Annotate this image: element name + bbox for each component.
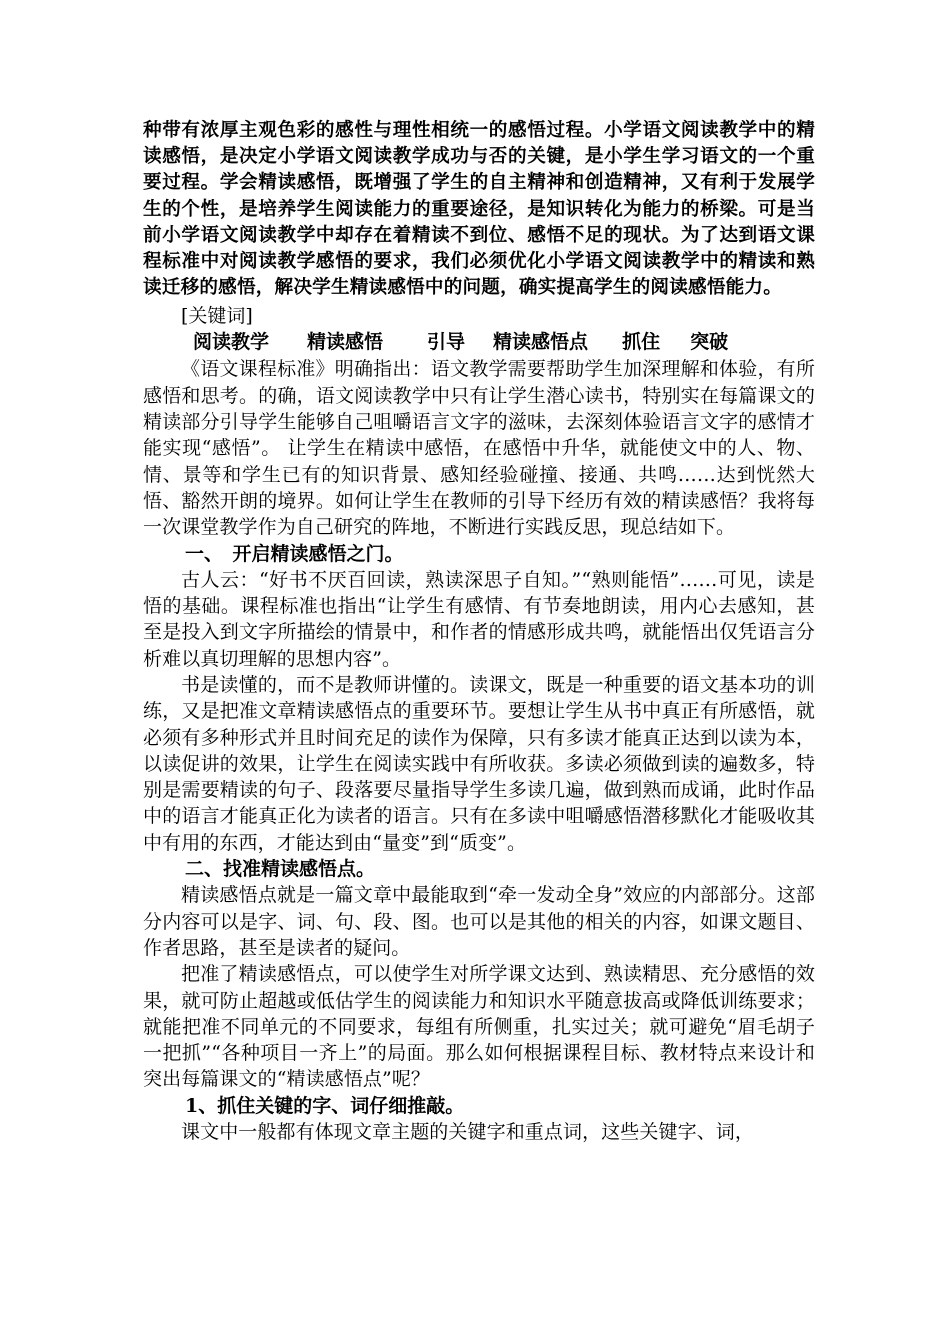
section-1-paragraph-1: 古人云：“好书不厌百回读，熟读深思子自知。”“熟则能悟”……可见，读是悟的基础。课程标准也指出“让学生有感情、有节奏地朗读，用内心去感知，甚至是投入到文字所描绘的情景中，和作者的情感形成共鸣，就能悟出仅凭语言分析难以真切理解的思想内容”。 [143,568,815,670]
keywords-list [143,329,815,356]
intro-paragraph: 《语文课程标准》明确指出：语文教学需要帮助学生加深理解和体验，有所感悟和思考。的确，语文阅读教学中只有让学生潜心读书，特别实在每篇课文的精读部分引导学生能够自己咀嚼语言文字的滋味，去深刻体验语言文字的感情才能实现“感悟”。 让学生在精读中感悟，在感悟中升华，就能使文中的人、物、情、景等和学生已有的知识背景、感知经验碰撞、接通、共鸣……达到恍然大悟、豁然开朗的境界。如何让学生在教师的引导下经历有效的精读感悟？我将每一次课堂教学作为自己研究的阵地，不断进行实践反思，现总结如下。 [143,358,815,539]
subsection-1-paragraph-1: 课文中一般都有体现文章主题的关键字和重点词，这些关键字、词， [181,1121,755,1144]
section-2-paragraph-2: 把准了精读感悟点，可以使学生对所学课文达到、熟读精思、充分感悟的效果，就可防止超越或低估学生的阅读能力和知识水平随意拔高或降低训练要求；就能把准不同单元的不同要求，每组有所侧重，扎实过关；就可避免“眉毛胡子一把抓”“各种项目一齐上”的局面。那么如何根据课程目标、教材特点来设计和突出每篇课文的“精读感悟点”呢？ [143,963,815,1091]
keyword-item: 突破 [690,331,729,354]
abstract-paragraph: 种带有浓厚主观色彩的感性与理性相统一的感悟过程。小学语文阅读教学中的精读感悟，是决定小学语文阅读教学成功与否的关键，是小学生学习语文的一个重要过程。学会精读感悟，既增强了学生的自主精神和创造精神，又有利于发展学生的个性，是培养学生阅读能力的重要途径，是知识转化为能力的桥梁。可是当前小学语文阅读教学中却存在着精读不到位、感悟不足的现状。为了达到语文课程标准中对阅读教学感悟的要求，我们必须优化小学语文阅读教学中的精读和熟读迁移的感悟，解决学生精读感悟中的问题，确实提高学生的阅读感悟能力。 [143,120,815,299]
keywords-label: [关键词] [181,305,253,328]
subsection-1-heading: 1、抓住关键的字、词仔细推敲。 [185,1094,465,1117]
keyword-item: 引导 [427,331,466,354]
section-2-heading: 二、找准精读感悟点。 [185,858,376,881]
keyword-item: 精读感悟 [307,331,384,354]
section-2-paragraph-1: 精读感悟点就是一篇文章中最能取到“牵一发动全身”效应的内部部分。这部分内容可以是字、词、句、段、图。也可以是其他的相关的内容，如课文题目、作者思路，甚至是读者的疑问。 [143,884,815,959]
keyword-item: 阅读教学 [193,331,270,354]
document-page [143,118,815,1145]
section-1-paragraph-2: 书是读懂的，而不是教师讲懂的。读课文，既是一种重要的语文基本功的训练，又是把准文章精读感悟点的重要环节。要想让学生从书中真正有所感悟，就必须有多种形式并且时间充足的读作为保障，只有多读才能真正达到以读为本，以读促讲的效果，让学生在阅读实践中有所收获。多读必须做到读的遍数多，特别是需要精读的句子、段落要尽量指导学生多读几遍，做到熟而成诵，此时作品中的语言才能真正化为读者的语言。只有在多读中咀嚼感悟潜移默化才能吸收其中有用的东西，才能达到由“量变”到“质变”。 [143,673,815,854]
section-1-heading: 一、 开启精读感悟之门。 [185,542,404,565]
keyword-item: 抓住 [622,331,661,354]
keyword-item: 精读感悟点 [493,331,589,354]
